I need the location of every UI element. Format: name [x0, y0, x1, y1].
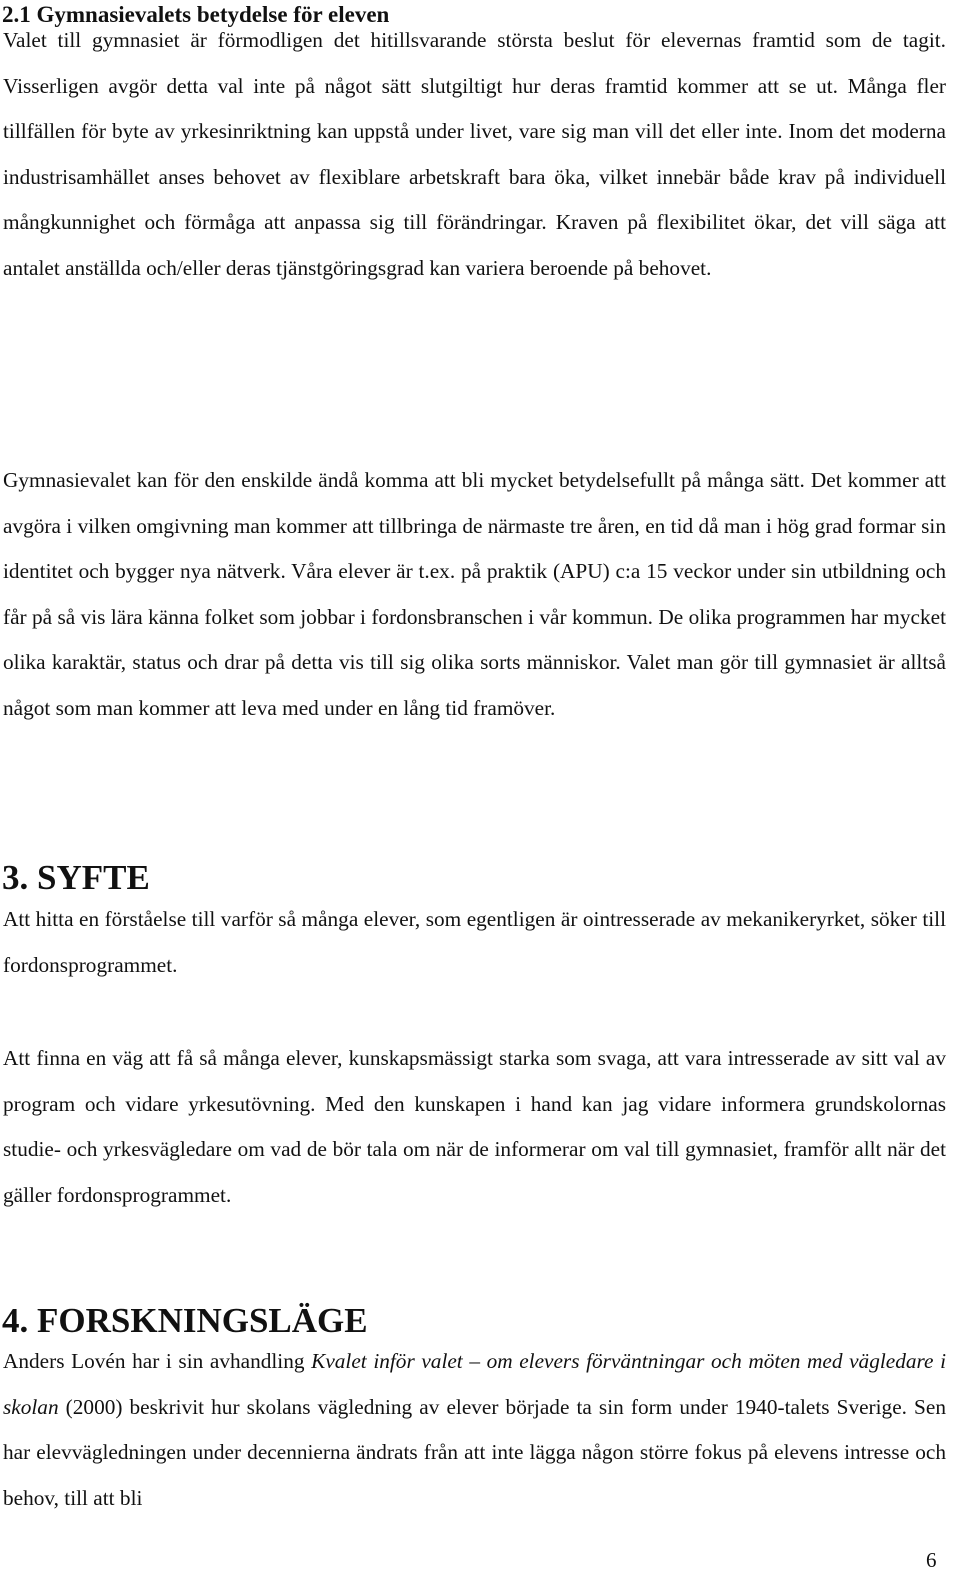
paragraph: Valet till gymnasiet är förmodligen det hitillsvarande största beslut för elevernas framtid som de tagit. Visserligen avgör detta val inte på något sätt slutgiltigt hur deras framtid kommer att se ut. Många fler tillfällen för byte av yrkesinriktning kan uppstå under livet, vare sig man vill det eller inte. Inom det moderna industrisamhället anses behovet av flexiblare arbetskraft bara öka, vilket innebär både krav på individuell mångkunnighet och förmåga att anpassa sig till förändringar. Kraven på flexibilitet ökar, det vill säga att antalet anställda och/eller deras tjänstgöringsgrad kan variera beroende på behovet.: [3, 28, 946, 280]
section-heading-4: 4. FORSKNINGSLÄGE: [2, 1301, 368, 1340]
paragraph: Gymnasievalet kan för den enskilde ändå komma att bli mycket betydelsefullt på många sätt. Det kommer att avgöra i vilken omgivning man kommer att tillbringa de närmaste tre åren, en tid då man i hög grad formar sin identitet och bygger nya nätverk. Våra elever är t.ex. på praktik (APU) c:a 15 veckor under sin utbildning och får på så vis lära känna folket som jobbar i fordonsbranschen i vår kommun. De olika programmen har mycket olika karaktär, status och drar på detta vis till sig olika sorts människor. Valet man gör till gymnasiet är alltså något som man kommer att leva med under en lång tid framöver.: [3, 468, 946, 720]
paragraph: [3, 1339, 946, 1521]
paragraph: Att hitta en förståelse till varför så många elever, som egentligen är ointresserade av mekanikeryrket, söker till fordonsprogrammet.: [3, 907, 946, 977]
section-heading-2-1: 2.1 Gymnasievalets betydelse för eleven: [2, 2, 390, 27]
page-number: 6: [926, 1548, 937, 1572]
paragraph-text: (2000) beskrivit hur skolans vägledning av elever började ta sin form under 1940-talets Sverige. Sen har elevvägledningen under decennierna ändrats från att inte lägga någon större fokus på elevens intresse och behov, till att bli: [3, 1394, 946, 1510]
paragraph-text: Anders Lovén har i sin avhandling: [3, 1349, 312, 1373]
section-heading-3: 3. SYFTE: [2, 858, 150, 897]
paragraph: Att finna en väg att få så många elever, kunskapsmässigt starka som svaga, att vara intresserade av sitt val av program och vidare yrkesutövning. Med den kunskapen i hand kan jag vidare informera grundskolornas studie- och yrkesvägledare om vad de bör tala om när de informerar om val till gymnasiet, framför allt när det gäller fordonsprogrammet.: [3, 1046, 946, 1207]
book-title: Kvalet inför valet – om elevers förväntningar och möten med vägledare i skolan: [3, 1349, 946, 1419]
